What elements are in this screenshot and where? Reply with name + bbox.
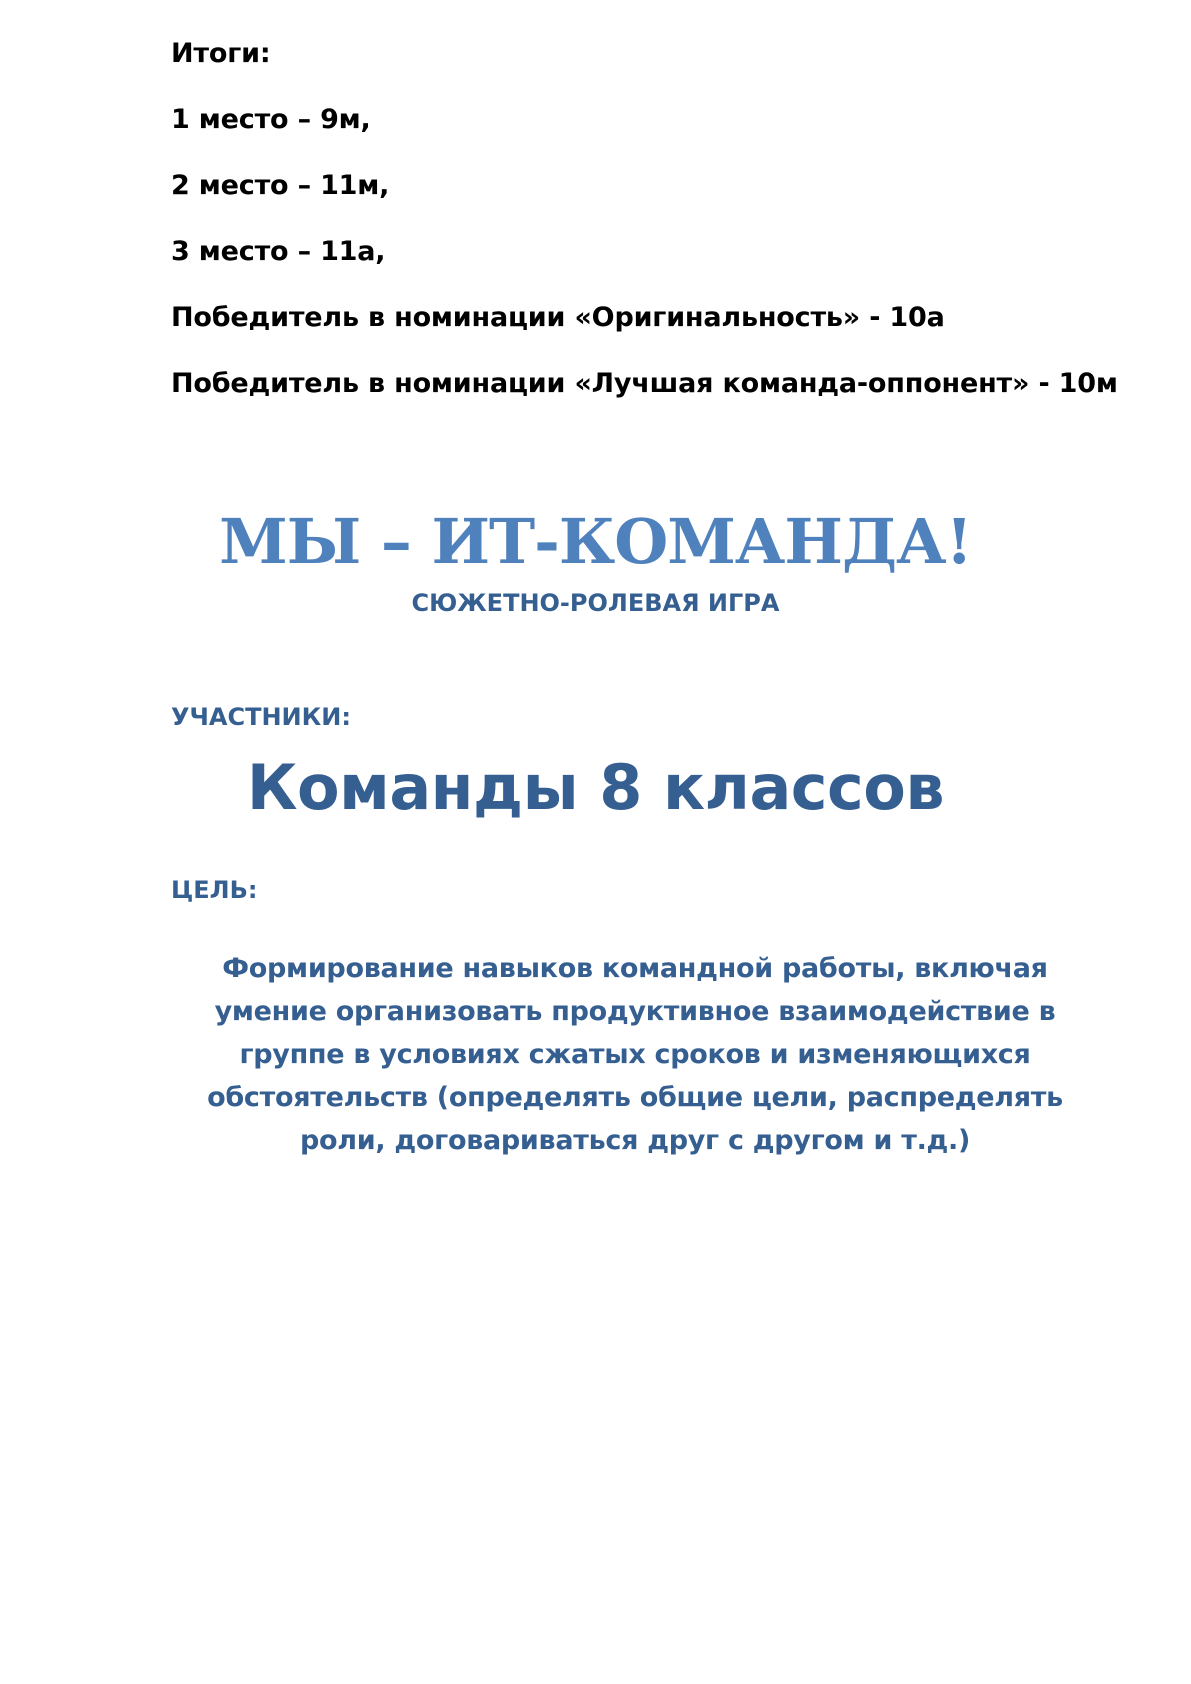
- participants-label: УЧАСТНИКИ:: [171, 703, 351, 731]
- result-line: Победитель в номинации «Оригинальность» - 10а: [171, 302, 945, 333]
- goal-label: ЦЕЛЬ:: [171, 876, 258, 904]
- page-subtitle: СЮЖЕТНО-РОЛЕВАЯ ИГРА: [411, 589, 780, 617]
- result-line: Победитель в номинации «Лучшая команда-оппонент» - 10м: [171, 368, 1118, 399]
- goal-text: Формирование навыков командной работы, включая умение организовать продуктивное взаимодействие в группе в условиях сжатых сроков и изменяющихся обстоятельств (определять общие цели, распределять роли, договариваться друг с другом и т.д.): [207, 953, 1063, 1156]
- result-line: 1 место – 9м,: [171, 104, 371, 135]
- page-title: МЫ – ИТ-КОМАНДА!: [219, 505, 972, 578]
- results-section: [171, 38, 1131, 434]
- result-line: 3 место – 11а,: [171, 236, 386, 267]
- result-line: 2 место – 11м,: [171, 170, 390, 201]
- participants-value: Команды 8 классов: [246, 751, 945, 824]
- results-heading: Итоги:: [171, 38, 271, 69]
